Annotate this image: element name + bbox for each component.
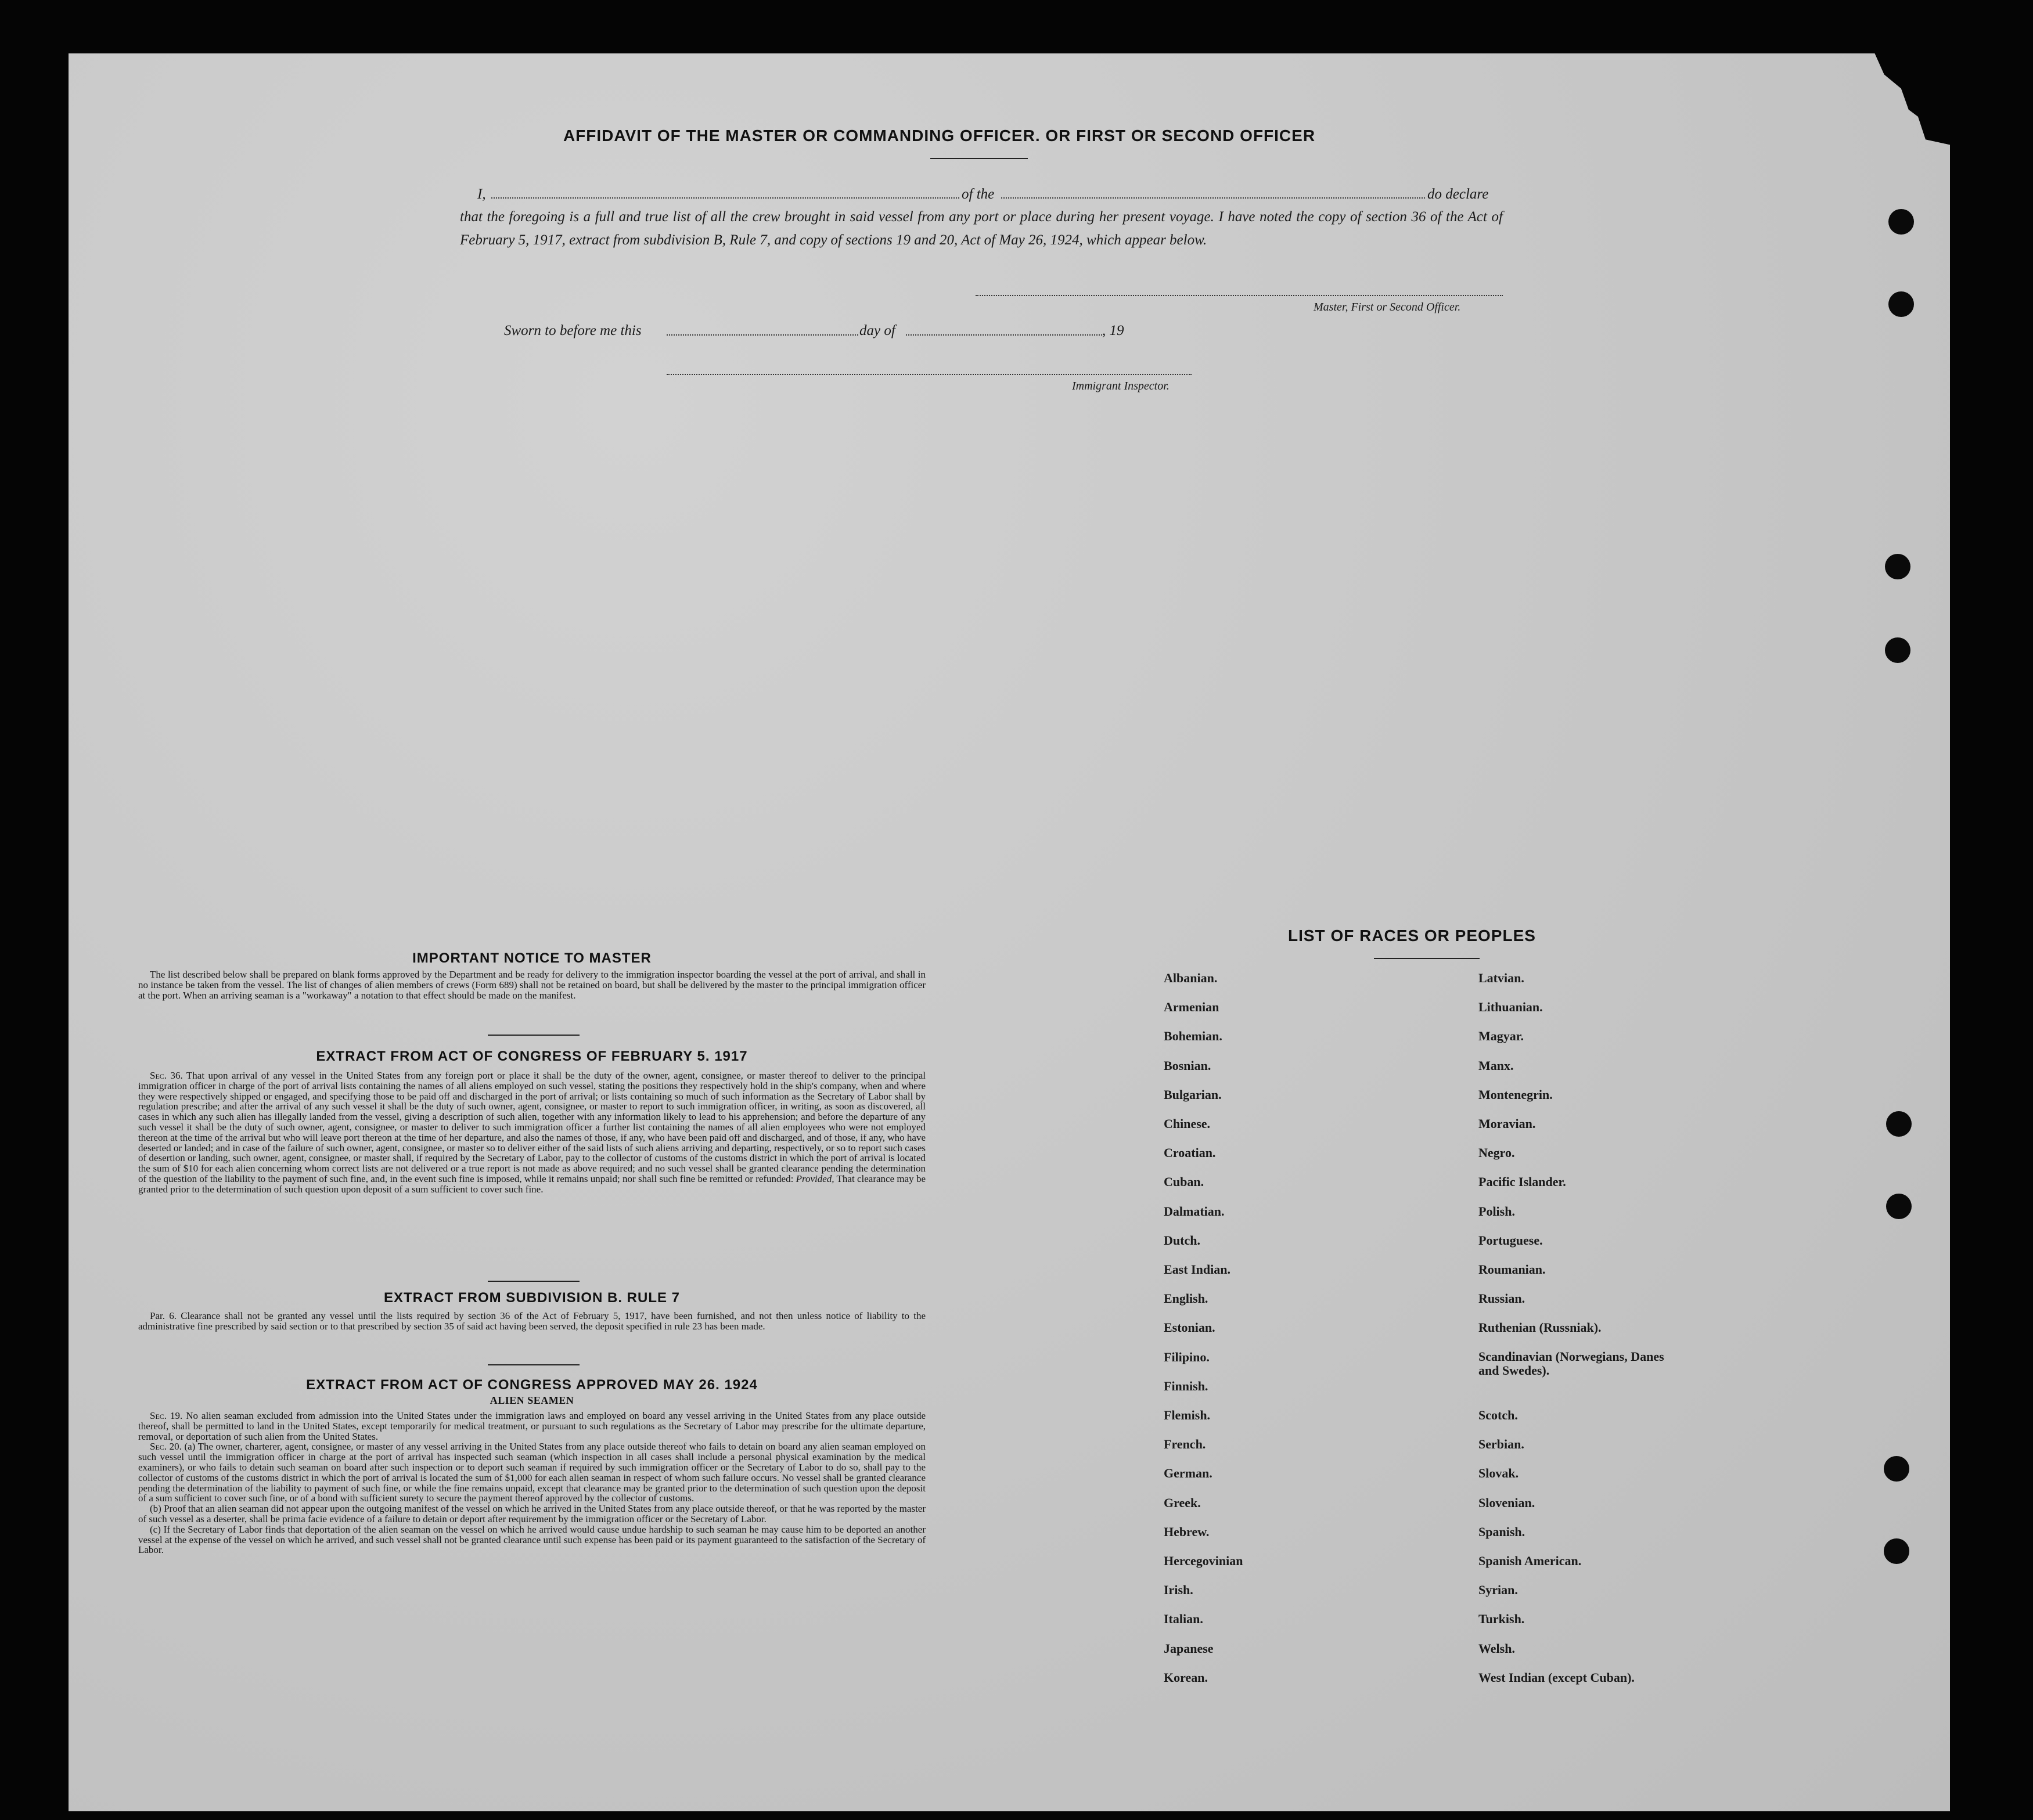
- sec-20-label: Sec. 20.: [150, 1441, 182, 1453]
- binder-hole: [1886, 1111, 1912, 1137]
- binder-hole: [1884, 1456, 1909, 1482]
- race-item: Croatian.: [1164, 1145, 1216, 1161]
- sworn-year: , 19: [1102, 323, 1124, 338]
- sec-36-label: Sec. 36.: [150, 1070, 183, 1081]
- notice-title: IMPORTANT NOTICE TO MASTER: [412, 950, 652, 966]
- sec-20c-text: (c) If the Secretary of Labor finds that deportation of the alien seaman on the vessel on which he arrived would cause undue hardship to such seaman he may cause him to be deported an another vessel at the expense of the vessel on which he arrived, and such vessel shall not be granted clearance until such expense has been paid or its payment guaranteed to the satisfaction of the Secretary of Labor.: [138, 1523, 926, 1556]
- race-item: Flemish.: [1164, 1408, 1211, 1422]
- race-item: Russian.: [1478, 1291, 1525, 1306]
- vessel-field[interactable]: [1001, 197, 1425, 199]
- race-item: Roumanian.: [1478, 1262, 1546, 1277]
- race-item: Polish.: [1478, 1203, 1515, 1219]
- sec-20b-text: (b) Proof that an alien seaman did not appear upon the outgoing manifest of the vessel on which he arrived in the United States from any place outside thereof, or that he was reported by the master of such vessel as a deserter, shall be prima facie evidence of a failure to detain or deport after requirement by the immigration officer or the Secretary of Labor.: [138, 1503, 926, 1525]
- race-item: Slovak.: [1478, 1466, 1519, 1481]
- races-title-underline: [1374, 958, 1480, 959]
- act-1924-text: [138, 1411, 926, 1555]
- race-item: Finnish.: [1164, 1378, 1208, 1393]
- race-item: English.: [1164, 1291, 1208, 1306]
- affidavit-i: I,: [477, 186, 486, 202]
- race-item: Scotch.: [1478, 1408, 1518, 1422]
- affidavit-do-declare: do declare: [1427, 186, 1489, 202]
- affidavit-declaration: that the foregoing is a full and true list of all the crew brought in said vessel from any port or place during her present voyage. I have noted the copy of section 36 of the Act of February 5, 1917, extract from subdivision B, Rule 7, and copy of sections 19 and 20, Act of May 26, 1924, which appear below.: [460, 209, 1503, 248]
- race-item: Montenegrin.: [1478, 1087, 1553, 1102]
- race-item: Lithuanian.: [1478, 1000, 1543, 1015]
- race-item: Chinese.: [1164, 1116, 1211, 1131]
- affidavit-of-the: of the: [962, 186, 995, 202]
- race-item: Portuguese.: [1478, 1232, 1543, 1248]
- race-item: Latvian.: [1478, 971, 1524, 985]
- race-item: German.: [1164, 1466, 1212, 1481]
- master-signature-field[interactable]: [976, 295, 1503, 296]
- binder-hole: [1885, 637, 1910, 663]
- rule7-text: [138, 1311, 926, 1332]
- race-item: Magyar.: [1478, 1029, 1524, 1044]
- act-1917-title: EXTRACT FROM ACT OF CONGRESS OF FEBRUARY 5. 1917: [316, 1048, 748, 1064]
- sworn-prefix: Sworn to before me this: [504, 323, 642, 338]
- race-item: Dutch.: [1164, 1232, 1200, 1248]
- proviso-word: Provided,: [796, 1173, 834, 1184]
- race-item: Bosnian.: [1164, 1058, 1211, 1073]
- binder-hole: [1884, 1538, 1909, 1564]
- race-item: Albanian.: [1164, 971, 1218, 985]
- proviso-text: That clearance may be granted prior to the determination of such question upon deposit of a sum sufficient to cover such fine.: [138, 1173, 926, 1195]
- race-item: Italian.: [1164, 1612, 1203, 1627]
- race-item: Welsh.: [1478, 1641, 1515, 1656]
- race-item: Negro.: [1478, 1145, 1515, 1161]
- race-item: Korean.: [1164, 1670, 1208, 1685]
- race-item: Hebrew.: [1164, 1524, 1210, 1539]
- binder-hole: [1885, 554, 1910, 579]
- affidavit-title: AFFIDAVIT OF THE MASTER OR COMMANDING OFFICER. OR FIRST OR SECOND OFFICER: [563, 127, 1316, 145]
- notice-text: [138, 970, 926, 1000]
- race-item: Ruthenian (Russniak).: [1478, 1320, 1602, 1335]
- race-item: West Indian (except Cuban).: [1478, 1670, 1635, 1685]
- inspector-label: Immigrant Inspector.: [1072, 380, 1170, 392]
- race-item: Moravian.: [1478, 1116, 1536, 1131]
- races-title: LIST OF RACES OR PEOPLES: [1288, 927, 1536, 945]
- sec-19-text: No alien seaman excluded from admission into the United States under the immigration laws and employed on board any vessel arriving in the United States from any place outside thereof, shall be permitted to land in the United States, except temporarily for medical treatment, or pursuant to such regulations as the Secretary of Labor may prescribe for the ultimate departure, removal, or deportation of such alien from the United States.: [138, 1410, 926, 1442]
- race-item: Filipino.: [1164, 1349, 1210, 1364]
- race-item: Slovenian.: [1478, 1495, 1535, 1510]
- binder-hole: [1888, 209, 1914, 235]
- race-item: Manx.: [1478, 1058, 1514, 1073]
- notice-paragraph: The list described below shall be prepared on blank forms approved by the Department and be ready for delivery to the immigration inspector boarding the vessel at the port of arrival, and shall in no instance be taken from the vessel. The list of changes of alien members of crews (Form 689) shall not be retained on board, but shall be delivered by the master to the principal immigration officer at the port. When an arriving seaman is a "workaway" a notation to that effect should be made on the manifest.: [138, 969, 926, 1001]
- race-item: East Indian.: [1164, 1262, 1230, 1277]
- sec-36-text: That upon arrival of any vessel in the United States from any foreign port or place it shall be the duty of the owner, agent, consignee, or master thereof to deliver to the principal immigration officer in charge of the port of arrival lists containing the names of all aliens employed on such vessel, stating the positions they respectively hold in the ship's company, when and where they were respectively shipped or engaged, and specifying those to be paid off and discharged in the port of arrival; or lists containing so much of such information as the Secretary of Labor shall by regulation prescribe; and after the arrival of any such vessel it shall be the duty of such owner, agent, consignee, or master to report to such immigration officer, in writing, as soon as discovered, all cases in which any such alien has illegally landed from the vessel, giving a description of such alien, together with any information likely to lead to his apprehension; and before the departure of any such vessel it shall be the duty of such owner, agent, consignee, or master to deliver to such immigration officer a further list containing the names of all alien employees who were not employed thereon at the time of the arrival but who will leave port thereon at the time of her departure, and also the names of those, if any, who have been paid off and discharged, and of those, if any, who have deserted or landed; and in case of the failure of such owner, agent, consignee, or master so to deliver either of the said lists of such aliens arriving and departing, respectively, or so to report such cases of desertion or landing, such owner, agent, consignee, or master shall, if required by the Secretary of Labor, pay to the collector of customs of the customs district in which the port of arrival is located the sum of $10 for each alien concerning whom correct lists are not delivered or a true report is not made as above required; and no such vessel shall be granted clearance pending the determination of the question of the liability to the payment of such fine, and, in the event such fine is imposed, while it remains unpaid; nor shall such fine be remitted or refunded:: [138, 1070, 926, 1184]
- race-item: Spanish American.: [1478, 1554, 1582, 1568]
- race-item: Turkish.: [1478, 1612, 1525, 1627]
- sworn-day-of: day of: [859, 323, 895, 338]
- race-item: Hercegovinian: [1164, 1554, 1243, 1568]
- binder-hole: [1888, 291, 1914, 317]
- race-item: Syrian.: [1478, 1583, 1518, 1598]
- binder-hole: [1886, 1194, 1912, 1219]
- race-item: French.: [1164, 1437, 1206, 1452]
- race-item: Irish.: [1164, 1583, 1193, 1598]
- race-item: Dalmatian.: [1164, 1203, 1225, 1219]
- sec-19-label: Sec. 19.: [150, 1410, 183, 1421]
- divider: [488, 1281, 580, 1282]
- act-1924-title: EXTRACT FROM ACT OF CONGRESS APPROVED MAY 26. 1924: [306, 1377, 758, 1393]
- race-item: Scandinavian (Norwegians, Danes and Swedes).: [1478, 1349, 1664, 1378]
- race-item: Serbian.: [1478, 1437, 1524, 1452]
- name-field[interactable]: [491, 197, 959, 199]
- race-item: Pacific Islander.: [1478, 1174, 1566, 1190]
- divider: [488, 1035, 580, 1036]
- title-underline: [930, 158, 1028, 159]
- sworn-month-field[interactable]: [906, 334, 1102, 336]
- race-item: Bohemian.: [1164, 1029, 1222, 1044]
- race-item: Spanish.: [1478, 1524, 1525, 1539]
- rule7-paragraph: Par. 6. Clearance shall not be granted any vessel until the lists required by section 36 of the Act of February 5, 1917, have been furnished, and not then unless notice of liability to the administrative fine prescribed by said section or to that prescribed by section 35 of said act having been served, the deposit specified in rule 23 has been made.: [138, 1310, 926, 1332]
- race-item: Greek.: [1164, 1495, 1201, 1510]
- master-signature-label: Master, First or Second Officer.: [1314, 301, 1461, 313]
- race-item: Bulgarian.: [1164, 1087, 1222, 1102]
- sec-20a-text: (a) The owner, charterer, agent, consignee, or master of any vessel arriving in the United States from any place outside thereof who fails to detain on board any alien seaman employed on such vessel until the immigration officer in charge at the port of arrival has inspected such seaman (which inspection in all cases shall include a personal physical examination by the medical examiners), or who fails to detain such seaman on board after such inspection or to deport such seaman if required by such immigration officer or the Secretary of Labor to do so, shall pay to the collector of customs of the customs district in which the port of arrival is located the sum of $1,000 for each alien seaman in respect of whom such failure occurs. No vessel shall be granted clearance pending the determination of the liability to payment of such fine, or while the fine remains unpaid, except that clearance may be granted prior to the determination of such question upon the deposit of a sum sufficient to cover such fine, or of a bond with sufficient surety to secure the payment thereof approved by the collector of customs.: [138, 1441, 926, 1504]
- race-item: Cuban.: [1164, 1174, 1204, 1190]
- rule7-title: EXTRACT FROM SUBDIVISION B. RULE 7: [383, 1290, 681, 1306]
- divider: [488, 1364, 580, 1365]
- race-item: Armenian: [1164, 1000, 1219, 1015]
- race-item: Estonian.: [1164, 1320, 1215, 1335]
- act-1924-subtitle: ALIEN SEAMEN: [490, 1394, 574, 1406]
- inspector-signature-field[interactable]: [667, 374, 1192, 375]
- sworn-day-field[interactable]: [667, 334, 858, 336]
- act-1917-text: [138, 1071, 926, 1195]
- race-item: Japanese: [1164, 1641, 1214, 1656]
